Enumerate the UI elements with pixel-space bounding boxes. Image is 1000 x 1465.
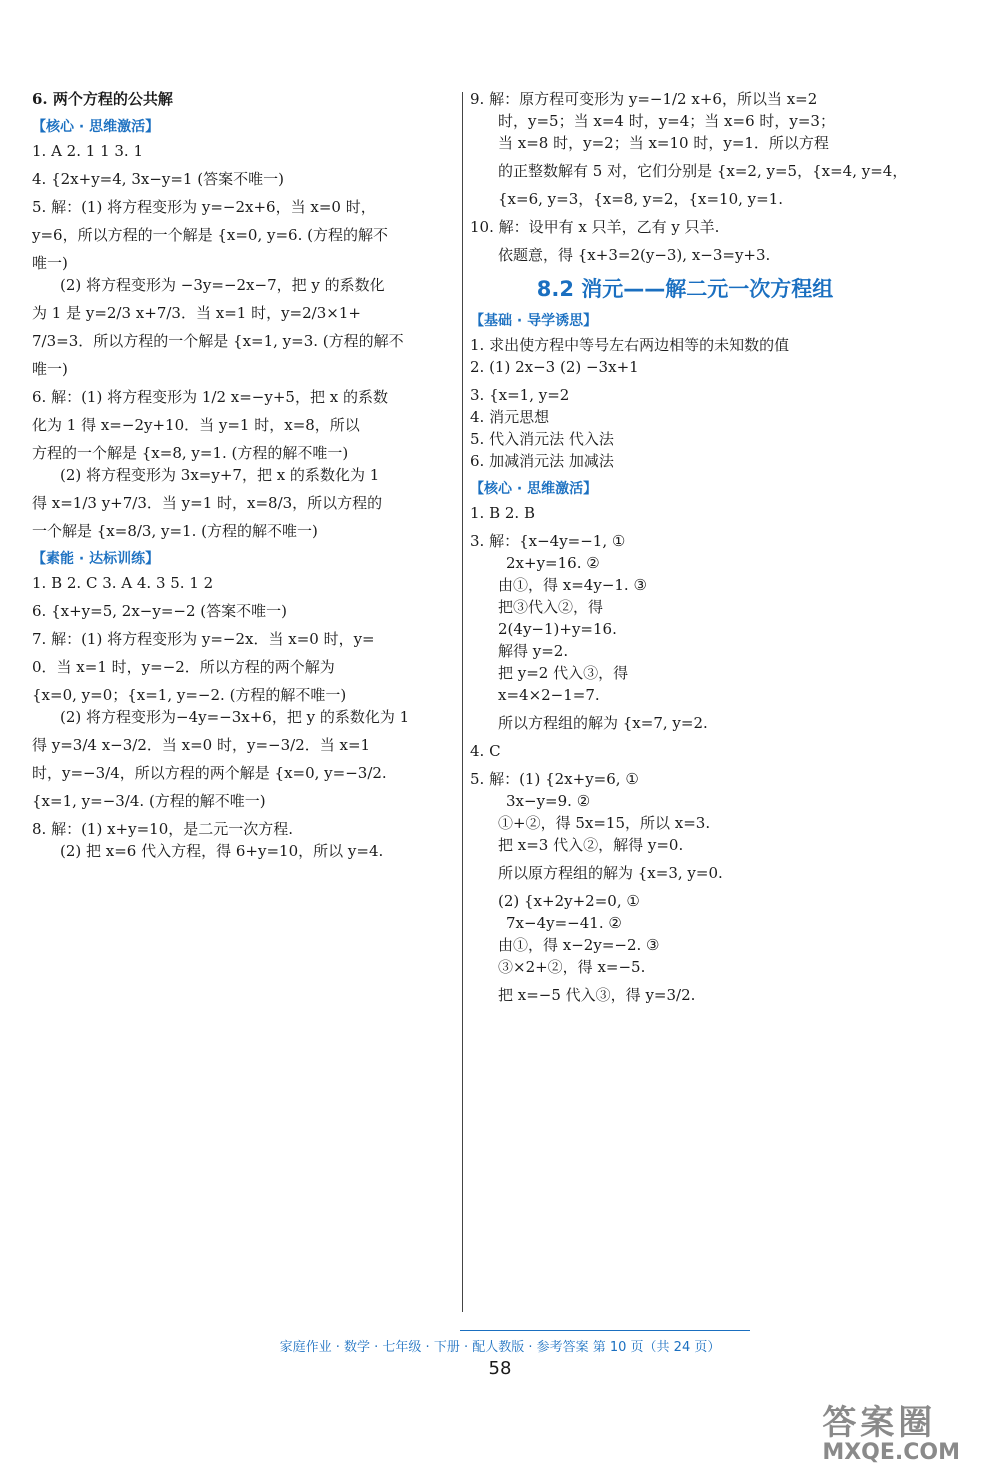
right-line: 把 x=−5 代入③，得 y=3/2. [498, 986, 696, 1004]
right-line: 所以方程组的解为 {x=7, y=2. [498, 714, 708, 732]
left-line: 6. 两个方程的公共解 [32, 90, 173, 108]
left-line: 一个解是 {x=8/3, y=1. (方程的解不唯一) [32, 522, 318, 540]
right-line: x=4×2−1=7. [498, 686, 600, 704]
right-line: 所以原方程组的解为 {x=3, y=0. [498, 864, 723, 882]
left-line: {x=0, y=0；{x=1, y=−2. (方程的解不唯一) [32, 686, 347, 704]
right-line: ①+②，得 5x=15，所以 x=3. [498, 814, 711, 832]
right-line: 5. 代入消元法 代入法 [470, 430, 614, 448]
left-line: 1. A 2. 1 1 3. 1 [32, 142, 144, 160]
left-line: 8. 解：(1) x+y=10，是二元一次方程. [32, 820, 294, 838]
right-line: 4. C [470, 742, 501, 760]
footer-rule [460, 1330, 750, 1331]
page-number: 58 [488, 1358, 512, 1379]
watermark-logo [822, 1395, 960, 1465]
left-line: 6. 解：(1) 将方程变形为 1/2 x=−y+5，把 x 的系数 [32, 388, 388, 406]
right-line: 6. 加减消元法 加减法 [470, 452, 614, 470]
left-line: 7/3=3．所以方程的一个解是 {x=1, y=3. (方程的解不 [32, 332, 404, 350]
left-line: 方程的一个解是 {x=8, y=1. (方程的解不唯一) [32, 444, 349, 462]
right-line: 当 x=8 时，y=2；当 x=10 时，y=1．所以方程 [498, 134, 829, 152]
left-line: (2) 将方程变形为 −3y=−2x−7，把 y 的系数化 [60, 276, 385, 294]
left-line: 1. B 2. C 3. A 4. 3 5. 1 2 [32, 574, 214, 592]
left-line: (2) 将方程变形为 3x=y+7，把 x 的系数化为 1 [60, 466, 380, 484]
left-line: 时，y=−3/4，所以方程的两个解是 {x=0, y=−3/2. [32, 764, 387, 782]
left-line: 【素能 · 达标训练】 [32, 551, 160, 567]
left-line: 得 y=3/4 x−3/2．当 x=0 时，y=−3/2．当 x=1 [32, 736, 371, 754]
right-line: 把 x=3 代入②，解得 y=0. [498, 836, 684, 854]
right-line: 1. 求出使方程中等号左右两边相等的未知数的值 [470, 336, 790, 354]
right-line: 时，y=5；当 x=4 时，y=4；当 x=6 时，y=3； [498, 112, 835, 130]
right-line: 3. 解：{x−4y=−1, ① [470, 532, 626, 550]
right-line: 【基础 · 导学诱思】 [470, 313, 598, 329]
right-line: {x=6, y=3，{x=8, y=2，{x=10, y=1. [498, 190, 784, 208]
right-line: 把③代入②，得 [498, 598, 604, 616]
left-line: 7. 解：(1) 将方程变形为 y=−2x．当 x=0 时，y= [32, 630, 375, 648]
right-line: 10. 解：设甲有 x 只羊，乙有 y 只羊. [470, 218, 720, 236]
right-line: 9. 解：原方程可变形为 y=−1/2 x+6，所以当 x=2 [470, 90, 818, 108]
left-line: 6. {x+y=5, 2x−y=−2 (答案不唯一) [32, 602, 287, 620]
left-line: 为 1 是 y=2/3 x+7/3．当 x=1 时，y=2/3×1+ [32, 304, 361, 322]
right-column [470, 88, 908, 1006]
right-line: 5. 解：(1) {2x+y=6, ① [470, 770, 639, 788]
watermark-line1: 答案圈 [822, 1403, 937, 1443]
right-line: (2) {x+2y+2=0, ① [498, 892, 640, 910]
footer-text: 家庭作业 · 数学 · 七年级 · 下册 · 配人教版 · 参考答案 第 10 页（共 24 页） [279, 1340, 721, 1355]
left-line: 4. {2x+y=4, 3x−y=1 (答案不唯一) [32, 170, 284, 188]
left-line: (2) 将方程变形为−4y=−3x+6，把 y 的系数化为 1 [60, 708, 410, 726]
left-line: 得 x=1/3 y+7/3．当 y=1 时，x=8/3，所以方程的 [32, 494, 383, 512]
right-line: 2. (1) 2x−3 (2) −3x+1 [470, 358, 639, 376]
watermark-line2: MXQE.COM [822, 1440, 960, 1465]
left-line: {x=1, y=−3/4. (方程的解不唯一) [32, 792, 266, 810]
left-line: 化为 1 得 x=−2y+10．当 y=1 时，x=8，所以 [32, 416, 360, 434]
right-line: 4. 消元思想 [470, 408, 550, 426]
right-line: 由①，得 x=4y−1. ③ [498, 576, 647, 594]
right-line: 把 y=2 代入③，得 [498, 664, 629, 682]
right-line: 2x+y=16. ② [506, 554, 600, 572]
right-line: 依题意，得 {x+3=2(y−3), x−3=y+3. [498, 246, 771, 264]
right-line: 8.2 消元——解二元一次方程组 [536, 277, 834, 301]
left-line: 唯一) [32, 254, 68, 272]
right-line: 1. B 2. B [470, 504, 535, 522]
right-line: 3x−y=9. ② [506, 792, 591, 810]
left-line: 0．当 x=1 时，y=−2．所以方程的两个解为 [32, 658, 335, 676]
left-line: y=6，所以方程的一个解是 {x=0, y=6. (方程的解不 [32, 226, 388, 244]
left-line: 5. 解：(1) 将方程变形为 y=−2x+6，当 x=0 时， [32, 198, 376, 216]
left-column [32, 88, 456, 862]
right-line: ③×2+②，得 x=−5. [498, 958, 646, 976]
right-line: 的正整数解有 5 对，它们分别是 {x=2, y=5，{x=4, y=4， [498, 162, 908, 180]
right-line: 3. {x=1, y=2 [470, 386, 570, 404]
left-line: 【核心 · 思维激活】 [32, 119, 160, 135]
left-line: (2) 把 x=6 代入方程，得 6+y=10，所以 y=4. [60, 842, 384, 860]
right-line: 由①，得 x−2y=−2. ③ [498, 936, 660, 954]
right-line: 7x−4y=−41. ② [506, 914, 622, 932]
left-line: 唯一) [32, 360, 68, 378]
column-divider [462, 92, 463, 1312]
right-line: 2(4y−1)+y=16. [498, 620, 617, 638]
right-line: 【核心 · 思维激活】 [470, 481, 598, 497]
right-line: 解得 y=2. [498, 642, 569, 660]
